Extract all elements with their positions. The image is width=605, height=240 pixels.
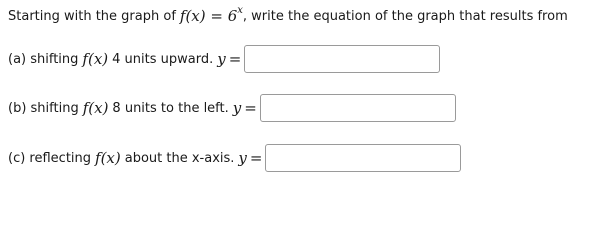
part-c-answer-input[interactable]	[265, 144, 461, 172]
part-a-answer-input[interactable]	[244, 45, 440, 73]
part-c-equals: =	[249, 149, 263, 167]
part-b-function: f(x)	[82, 99, 109, 117]
part-b-equals: =	[244, 99, 257, 117]
part-a-y-label: y	[217, 50, 226, 68]
part-c-suffix: about the x-axis.	[124, 150, 235, 166]
intro-text: Starting with the graph of	[8, 8, 176, 24]
problem-statement	[8, 4, 568, 25]
function-exponent: x	[237, 4, 243, 16]
part-a-prefix: (a) shifting	[8, 51, 79, 67]
part-b	[8, 94, 456, 122]
part-b-y-label: y	[232, 99, 242, 117]
intro-tail-text: , write the equation of the graph that results from	[242, 8, 568, 24]
part-b-suffix: 8 units to the left.	[112, 100, 229, 116]
function-definition: f(x) = 6	[179, 7, 238, 25]
part-c-function: f(x)	[95, 149, 121, 167]
part-b-answer-input[interactable]	[260, 94, 456, 122]
part-a-equals: =	[228, 50, 242, 68]
part-b-prefix: (b) shifting	[8, 100, 79, 116]
part-a-function: f(x)	[82, 50, 109, 68]
part-c-prefix: (c) reflecting	[8, 150, 92, 166]
part-c-y-label: y	[238, 149, 247, 167]
part-a-suffix: 4 units upward.	[112, 51, 214, 67]
part-c	[8, 144, 461, 172]
part-a	[8, 45, 440, 73]
